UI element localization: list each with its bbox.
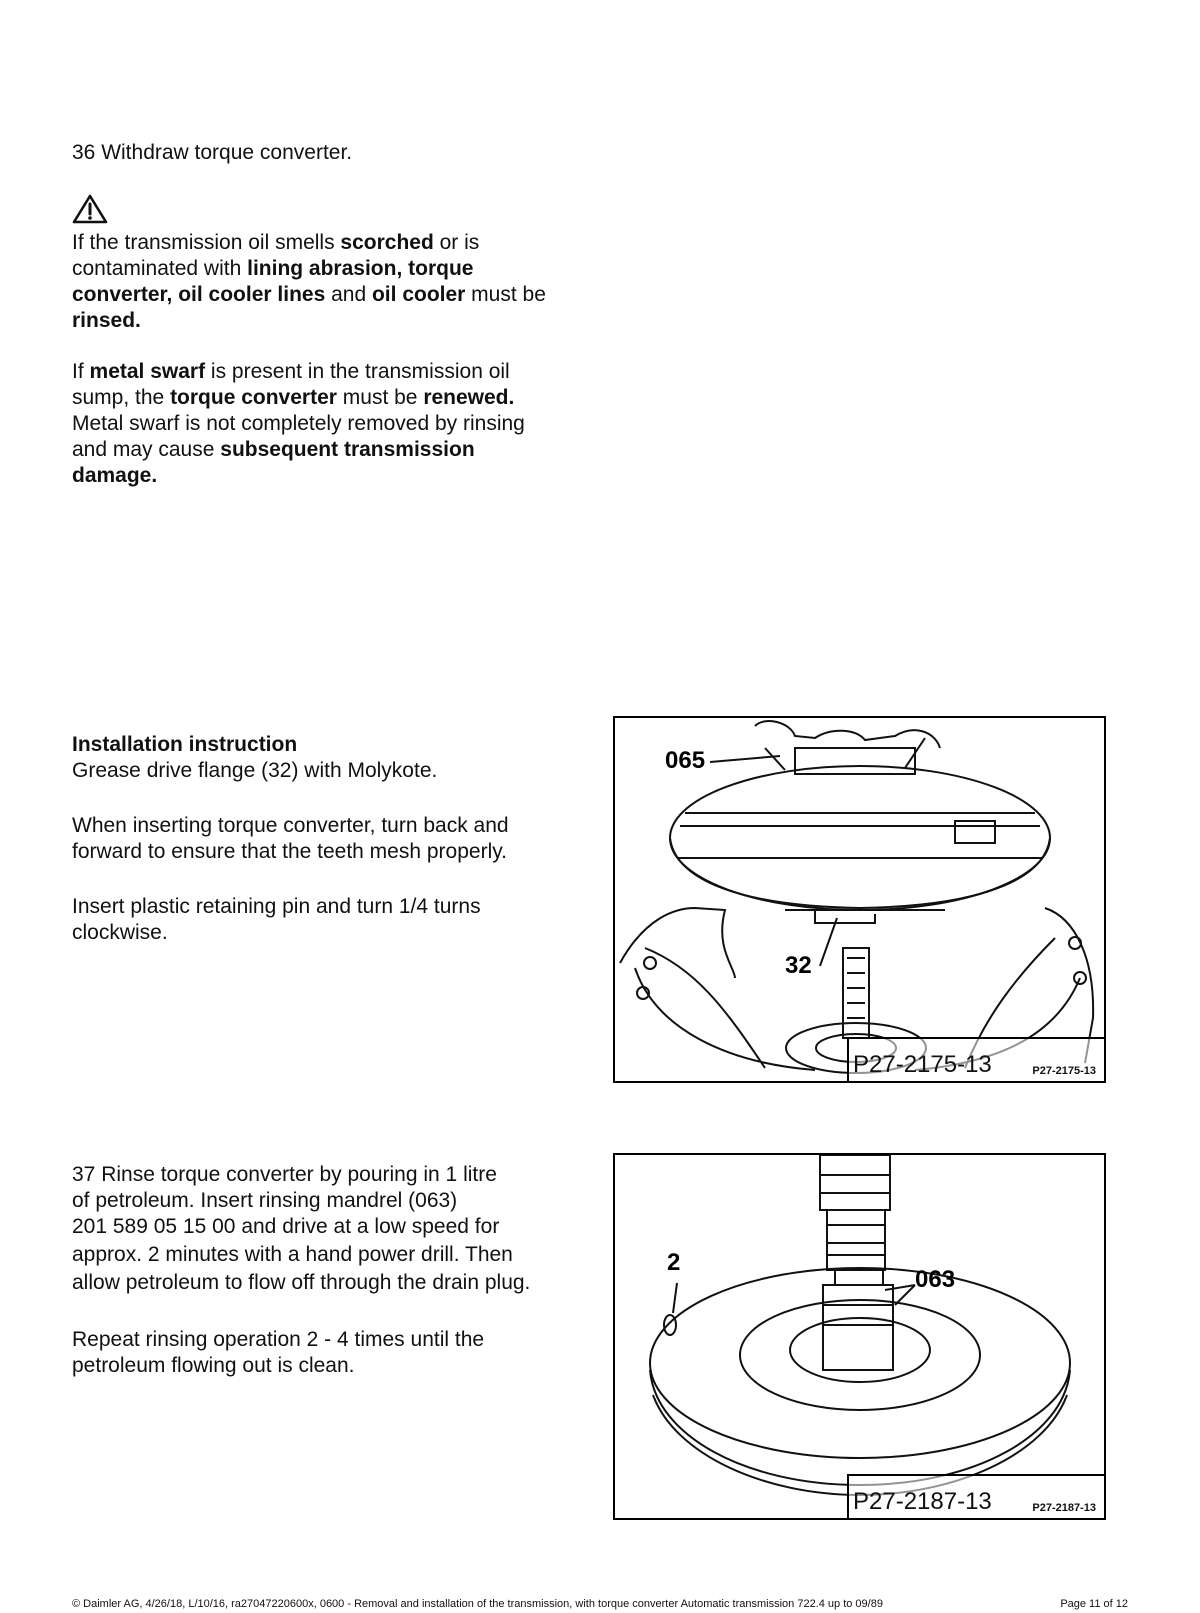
step-37-line-2: of petroleum. Insert rinsing mandrel (063) (72, 1189, 458, 1212)
step-36 (72, 140, 572, 166)
step-37-repeat: Repeat rinsing operation 2 - 4 times until the petroleum flowing out is clean. (72, 1328, 485, 1377)
footer-page-number: Page 11 of 12 (1060, 1598, 1128, 1610)
figure-code-box-2 (847, 1474, 1104, 1518)
step-37 (72, 1162, 572, 1379)
figure-rinsing-mandrel (613, 1153, 1106, 1520)
step-37-line-5: allow petroleum to flow off through the drain plug. (72, 1271, 531, 1294)
warning-triangle-icon (72, 193, 108, 225)
footer-copyright: © Daimler AG, 4/26/18, L/10/16, ra27047220600x, 0600 - Removal and installation of the transmission, with torque converter Automatic transmission 722.4 up to 09/89 (72, 1598, 883, 1610)
installation-insert-text: When inserting torque converter, turn back and forward to ensure that the teeth mesh properly. (72, 814, 509, 863)
callout-065: 065 (665, 747, 706, 774)
step-36-text: 36 Withdraw torque converter. (72, 141, 353, 164)
step-37-line-4: approx. 2 minutes with a hand power drill. Then (72, 1243, 513, 1266)
warning-rinse-paragraph: If the transmission oil smells scorched or is contaminated with lining abrasion, torque converter, oil cooler lines and oil cooler must be rinsed. (72, 231, 546, 332)
page-footer (72, 1598, 1128, 1610)
figure-torque-converter-installation (613, 716, 1106, 1083)
callout-32: 32 (785, 952, 812, 979)
installation-heading: Installation instruction (72, 733, 298, 756)
callout-063: 063 (915, 1266, 956, 1293)
callout-2: 2 (667, 1249, 681, 1276)
figure-code-small: P27-2175-13 (1032, 1065, 1096, 1077)
step-37-line-1: 37 Rinse torque converter by pouring in 1 litre (72, 1163, 497, 1186)
warning-swarf-paragraph: If metal swarf is present in the transmission oil sump, the torque converter must be renewed. Metal swarf is not completely removed by rinsing and may cause subsequent transmission damage. (72, 360, 525, 487)
figure-code-small-2: P27-2187-13 (1032, 1502, 1096, 1514)
figure-code-large: P27-2175-13 (853, 1051, 992, 1078)
installation-instruction (72, 732, 562, 946)
installation-grease-text: Grease drive flange (32) with Molykote. (72, 759, 438, 782)
step-37-line-3: 201 589 05 15 00 and drive at a low speed for (72, 1215, 500, 1238)
figure-code-box (847, 1037, 1104, 1081)
figure-code-large-2: P27-2187-13 (853, 1488, 992, 1515)
installation-pin-text: Insert plastic retaining pin and turn 1/4 turns clockwise. (72, 895, 481, 944)
rinsing-mandrel-drawing (615, 1155, 1104, 1518)
